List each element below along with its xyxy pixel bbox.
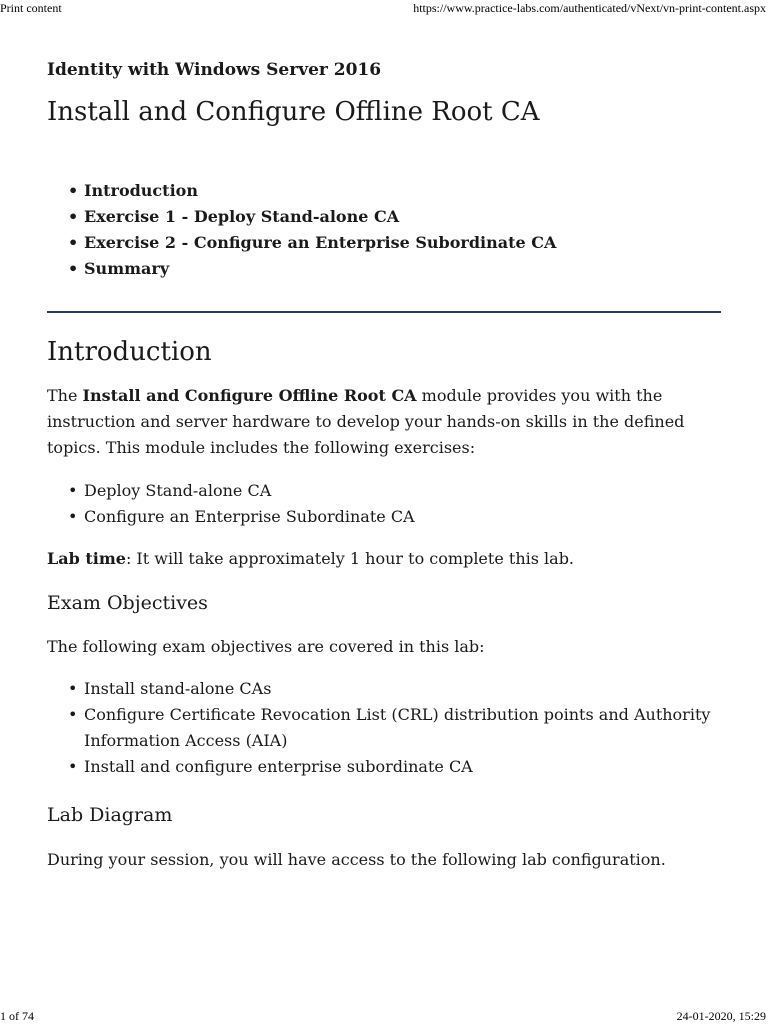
list-item: • Install stand-alone CAs — [84, 676, 721, 702]
lab-diagram-text: During your session, you will have access to the following lab configuration. — [47, 850, 666, 869]
print-timestamp: 24-01-2020, 15:29 — [676, 1009, 766, 1023]
print-header — [0, 0, 768, 16]
print-header-url: https://www.practice-labs.com/authenticated/vNext/vn-print-content.aspx — [413, 1, 766, 15]
introduction-heading: Introduction — [47, 337, 212, 367]
document-content — [47, 56, 721, 873]
print-footer — [0, 1008, 768, 1024]
exam-objectives-heading: Exam Objectives — [47, 592, 208, 614]
intro-module-name: Install and Configure Offline Root CA — [82, 386, 417, 405]
lab-time — [47, 546, 721, 572]
exercise-list — [47, 478, 721, 530]
introduction-paragraph — [47, 383, 721, 461]
print-header-title: Print content — [0, 1, 62, 15]
lab-diagram-heading: Lab Diagram — [47, 804, 173, 826]
exam-objectives-intro: The following exam objectives are covered in this lab: — [47, 637, 485, 656]
list-item: • Configure Certificate Revocation List (CRL) distribution points and Authority Information Access (AIA) — [84, 702, 721, 754]
page-counter: 1 of 74 — [0, 1009, 34, 1023]
list-item: • Install and configure enterprise subordinate CA — [84, 754, 721, 780]
intro-lead-text: The — [47, 386, 83, 405]
list-item: • Configure an Enterprise Subordinate CA — [84, 504, 721, 530]
toc-item-summary[interactable]: • Summary — [84, 256, 721, 282]
table-of-contents — [47, 178, 721, 282]
toc-item-exercise-1[interactable]: • Exercise 1 - Deploy Stand-alone CA — [84, 204, 721, 230]
section-divider — [47, 311, 721, 313]
toc-item-introduction[interactable]: • Introduction — [84, 178, 721, 204]
module-title: Install and Configure Offline Root CA — [47, 97, 540, 127]
course-title: Identity with Windows Server 2016 — [47, 60, 382, 80]
exam-objectives-list — [47, 676, 721, 780]
toc-item-exercise-2[interactable]: • Exercise 2 - Configure an Enterprise Subordinate CA — [84, 230, 721, 256]
lab-time-text: : It will take approximately 1 hour to complete this lab. — [125, 549, 575, 568]
lab-time-label: Lab time — [47, 549, 126, 568]
intro-rest-text: module provides you with the instruction and server hardware to develop your hands-on skills in the defined topics. This module includes the following exercises: — [47, 386, 685, 457]
list-item: • Deploy Stand-alone CA — [84, 478, 721, 504]
